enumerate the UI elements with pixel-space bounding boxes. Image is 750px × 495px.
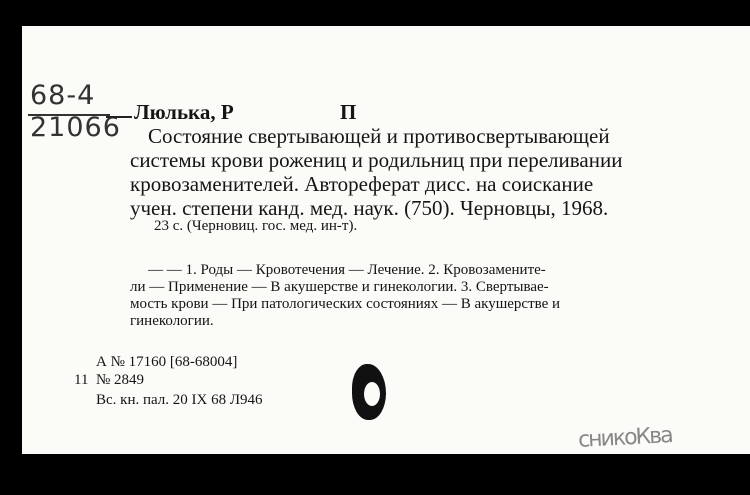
handwritten-call-number: 68-4 [30, 80, 96, 111]
format-mark: П [340, 100, 357, 124]
dash-divider [106, 116, 132, 118]
registry-number: А № 17160 [68-68004] [96, 354, 238, 370]
registry-prefix: 11 [74, 372, 89, 388]
registry-date: Вс. кн. пал. 20 IX 68 Л946 [96, 392, 263, 408]
subjects-line-2: ли — Применение — В акушерстве и гинекологии. 3. Свертывае- [130, 279, 549, 295]
title-line-1: Состояние свертывающей и противосвертывающей [148, 124, 610, 148]
title-line-4: учен. степени канд. мед. наук. (750). Черновцы, 1968. [130, 196, 609, 220]
subjects-line-4: гинекологии. [130, 313, 214, 329]
title-line-2: системы крови рожениц и родильниц при переливании [130, 148, 623, 172]
author: Люлька, Р [134, 100, 234, 124]
catalog-card [22, 26, 750, 454]
handwritten-inventory-number: 21066 [30, 112, 121, 143]
subjects-line-1: — — 1. Роды — Кровотечения — Лечение. 2. Кровозамените- [148, 262, 546, 278]
subjects-line-3: мость крови — При патологических состояниях — В акушерстве и [130, 296, 561, 312]
registry-index: № 2849 [96, 372, 145, 388]
pages-info: 23 с. (Черновиц. гос. мед. ин-т). [154, 218, 358, 234]
punch-hole [352, 364, 386, 420]
title-line-3: кровозаменителей. Автореферат дисс. на соискание [130, 172, 594, 196]
handwritten-scribble: сникоКва [577, 423, 673, 453]
